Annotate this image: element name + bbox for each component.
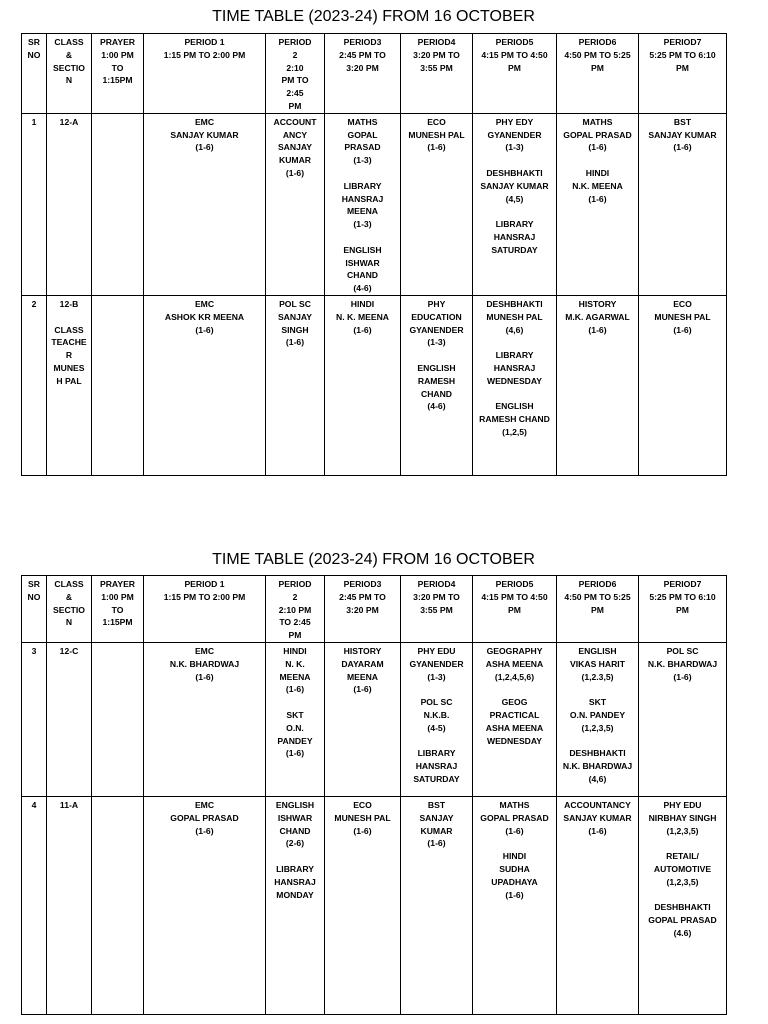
table-row xyxy=(22,295,727,475)
table-cell: 3 xyxy=(22,642,47,796)
header-cell: PERIOD3 2:45 PM TO 3:20 PM xyxy=(325,34,401,114)
header-cell: PERIOD5 4:15 PM TO 4:50 PM xyxy=(473,34,557,114)
table-cell: POL SC SANJAY SINGH (1-6) xyxy=(266,295,325,475)
header-cell: CLASS & SECTIO N xyxy=(47,34,92,114)
table-cell: GEOGRAPHY ASHA MEENA (1,2,4,5,6) GEOG PRACTICAL ASHA MEENA WEDNESDAY xyxy=(473,642,557,796)
table-cell: PHY EDUCATION GYANENDER (1-3) ENGLISH RAMESH CHAND (4-6) xyxy=(401,295,473,475)
table-cell: ENGLISH VIKAS HARIT (1,2.3,5) SKT O.N. PANDEY (1,2,3,5) DESHBHAKTI N.K. BHARDWAJ (4,6) xyxy=(557,642,639,796)
header-cell: PERIOD 1 1:15 PM TO 2:00 PM xyxy=(144,34,266,114)
table-cell: HINDI N. K. MEENA (1-6) SKT O.N. PANDEY (1-6) xyxy=(266,642,325,796)
timetable-title-2: TIME TABLE (2023-24) FROM 16 OCTOBER xyxy=(212,551,535,568)
table-cell: ECO MUNESH PAL (1-6) xyxy=(401,113,473,295)
table-cell: 12-C xyxy=(47,642,92,796)
table-cell: ECO MUNESH PAL (1-6) xyxy=(639,295,727,475)
header-cell: PRAYER 1:00 PM TO 1:15PM xyxy=(92,34,144,114)
table-cell xyxy=(92,113,144,295)
table-cell: 1 xyxy=(22,113,47,295)
table-cell: MATHS GOPAL PRASAD (1-6) HINDI SUDHA UPADHAYA (1-6) xyxy=(473,796,557,1014)
header-cell: PERIOD3 2:45 PM TO 3:20 PM xyxy=(325,576,401,643)
header-cell: PERIOD 2 2:10 PM TO 2:45 PM xyxy=(266,34,325,114)
table-cell xyxy=(92,796,144,1014)
table-cell: DESHBHAKTI MUNESH PAL (4,6) LIBRARY HANSRAJ WEDNESDAY ENGLISH RAMESH CHAND (1,2,5) xyxy=(473,295,557,475)
header-cell: PERIOD 1 1:15 PM TO 2:00 PM xyxy=(144,576,266,643)
table-row xyxy=(22,113,727,295)
table-cell: MATHS GOPAL PRASAD (1-3) LIBRARY HANSRAJ MEENA (1-3) ENGLISH ISHWAR CHAND (4-6) xyxy=(325,113,401,295)
header-cell: PERIOD6 4:50 PM TO 5:25 PM xyxy=(557,576,639,643)
table-row xyxy=(22,796,727,1014)
table-cell: HINDI N. K. MEENA (1-6) xyxy=(325,295,401,475)
header-cell: PERIOD7 5:25 PM TO 6:10 PM xyxy=(639,576,727,643)
table-cell: PHY EDU NIRBHAY SINGH (1,2,3,5) RETAIL/ AUTOMOTIVE (1,2,3,5) DESHBHAKTI GOPAL PRASAD (4.6) xyxy=(639,796,727,1014)
table-cell xyxy=(92,642,144,796)
table-cell: EMC GOPAL PRASAD (1-6) xyxy=(144,796,266,1014)
table-cell: BST SANJAY KUMAR (1-6) xyxy=(401,796,473,1014)
timetable-title-1: TIME TABLE (2023-24) FROM 16 OCTOBER xyxy=(212,8,535,25)
table-cell: PHY EDU GYANENDER (1-3) POL SC N.K.B. (4-5) LIBRARY HANSRAJ SATURDAY xyxy=(401,642,473,796)
timetable-table-1 xyxy=(21,33,727,476)
table-cell: EMC SANJAY KUMAR (1-6) xyxy=(144,113,266,295)
header-cell: PRAYER 1:00 PM TO 1:15PM xyxy=(92,576,144,643)
table-cell: ACCOUNT ANCY SANJAY KUMAR (1-6) xyxy=(266,113,325,295)
header-cell: PERIOD7 5:25 PM TO 6:10 PM xyxy=(639,34,727,114)
table-cell: MATHS GOPAL PRASAD (1-6) HINDI N.K. MEENA (1-6) xyxy=(557,113,639,295)
table-cell: POL SC N.K. BHARDWAJ (1-6) xyxy=(639,642,727,796)
table-cell: 11-A xyxy=(47,796,92,1014)
table-row xyxy=(22,642,727,796)
table-cell xyxy=(92,295,144,475)
header-cell: PERIOD6 4:50 PM TO 5:25 PM xyxy=(557,34,639,114)
table-cell: 2 xyxy=(22,295,47,475)
header-cell: PERIOD4 3:20 PM TO 3:55 PM xyxy=(401,34,473,114)
header-cell: SR NO xyxy=(22,576,47,643)
header-row xyxy=(22,34,727,114)
table-cell: EMC ASHOK KR MEENA (1-6) xyxy=(144,295,266,475)
table-cell: BST SANJAY KUMAR (1-6) xyxy=(639,113,727,295)
table-cell: HISTORY M.K. AGARWAL (1-6) xyxy=(557,295,639,475)
table-cell: 4 xyxy=(22,796,47,1014)
header-cell: PERIOD 2 2:10 PM TO 2:45 PM xyxy=(266,576,325,643)
table-cell: ACCOUNTANCY SANJAY KUMAR (1-6) xyxy=(557,796,639,1014)
header-cell: SR NO xyxy=(22,34,47,114)
header-cell: CLASS & SECTIO N xyxy=(47,576,92,643)
header-cell: PERIOD4 3:20 PM TO 3:55 PM xyxy=(401,576,473,643)
header-cell: PERIOD5 4:15 PM TO 4:50 PM xyxy=(473,576,557,643)
timetable-table-2 xyxy=(21,575,727,1015)
table-cell: 12-B CLASS TEACHE R MUNES H PAL xyxy=(47,295,92,475)
table-cell: 12-A xyxy=(47,113,92,295)
table-cell: HISTORY DAYARAM MEENA (1-6) xyxy=(325,642,401,796)
table-cell: ECO MUNESH PAL (1-6) xyxy=(325,796,401,1014)
table-cell: PHY EDY GYANENDER (1-3) DESHBHAKTI SANJAY KUMAR (4,5) LIBRARY HANSRAJ SATURDAY xyxy=(473,113,557,295)
table-cell: EMC N.K. BHARDWAJ (1-6) xyxy=(144,642,266,796)
table-cell: ENGLISH ISHWAR CHAND (2-6) LIBRARY HANSRAJ MONDAY xyxy=(266,796,325,1014)
header-row xyxy=(22,576,727,643)
